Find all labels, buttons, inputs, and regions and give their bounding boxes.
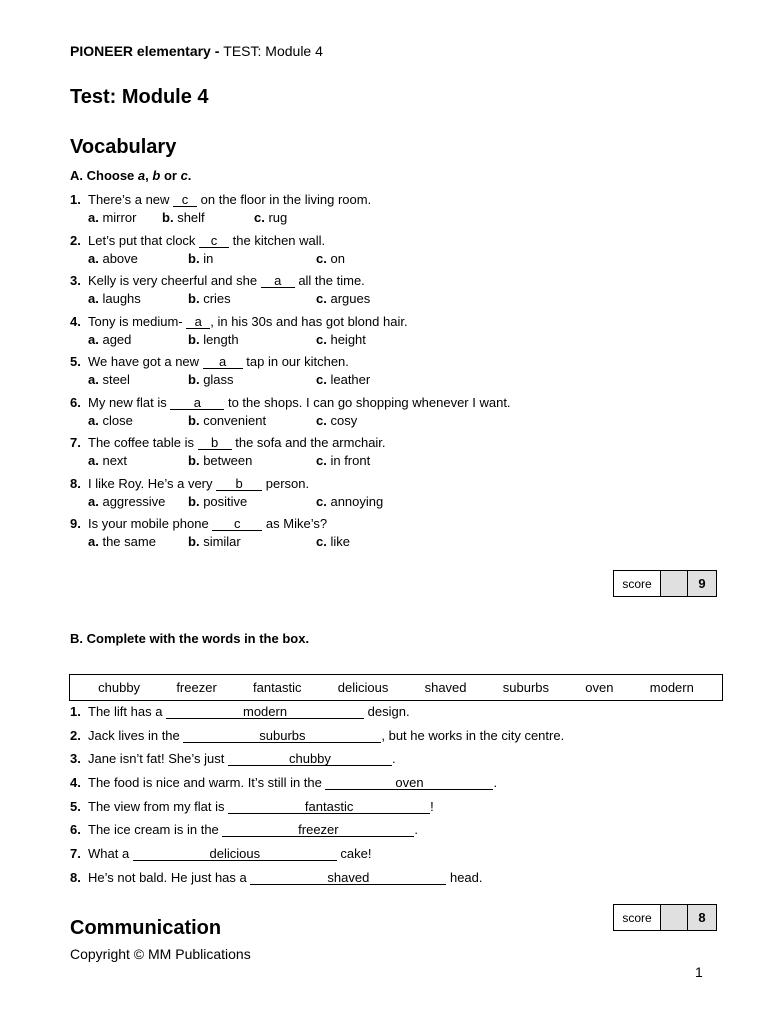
- option-letter: c.: [316, 412, 327, 428]
- question-text-after: the kitchen wall.: [229, 232, 326, 248]
- option-letter: b.: [162, 210, 174, 225]
- fill-in-item: [70, 728, 564, 752]
- option-letter: b.: [188, 291, 200, 306]
- option-letter: a.: [88, 331, 99, 347]
- sentence-text-after: !: [430, 798, 434, 814]
- score-entry-cell[interactable]: [661, 571, 688, 596]
- question-text-after: to the shops. I can go shopping whenever I want.: [224, 394, 511, 410]
- option-letter-b: b: [152, 168, 161, 183]
- question-number: 2.: [70, 232, 81, 248]
- question-text-after: person.: [262, 475, 310, 491]
- answer-blank[interactable]: a: [170, 396, 224, 410]
- answer-blank[interactable]: chubby: [228, 752, 392, 766]
- option-text: laughs: [102, 291, 141, 306]
- option-a[interactable]: [88, 413, 133, 428]
- option-text: length: [203, 331, 239, 347]
- question-number: 1.: [70, 192, 81, 207]
- option-text: above: [102, 250, 138, 266]
- option-text: close: [102, 412, 133, 428]
- option-letter: c.: [316, 534, 327, 549]
- option-letter: c.: [316, 493, 327, 509]
- answer-blank[interactable]: c: [173, 193, 197, 207]
- option-letter: c.: [316, 331, 327, 347]
- question-text-after: , in his 30s and has got blond hair.: [210, 313, 408, 329]
- answer-blank[interactable]: a: [203, 355, 243, 369]
- option-text: aged: [102, 331, 132, 347]
- option-letter: c.: [316, 372, 327, 387]
- question-stem: [70, 192, 371, 207]
- option-text: steel: [102, 372, 130, 387]
- copyright: Copyright © MM Publications: [70, 946, 251, 962]
- option-text: similar: [203, 534, 241, 549]
- answer-blank[interactable]: suburbs: [183, 729, 381, 743]
- option-b[interactable]: [188, 494, 247, 509]
- option-text: in front: [330, 453, 371, 468]
- instruction-prefix: A. Choose: [70, 168, 138, 183]
- answer-blank[interactable]: b: [216, 477, 262, 491]
- question-item: [70, 354, 690, 395]
- fill-in-item: [70, 846, 564, 870]
- fill-in-list: [70, 704, 564, 894]
- answer-blank[interactable]: delicious: [133, 847, 337, 861]
- fill-in-item: [70, 704, 564, 728]
- option-b[interactable]: [188, 291, 231, 306]
- option-text: argues: [330, 291, 371, 306]
- question-item: [70, 476, 690, 517]
- question-stem: [70, 395, 511, 410]
- score-label: score: [614, 571, 661, 596]
- page-header: [70, 43, 323, 59]
- answer-blank[interactable]: oven: [325, 776, 493, 790]
- sentence-number: 3.: [70, 751, 81, 767]
- sentence-text-before: The view from my flat is: [88, 798, 229, 814]
- option-letter: b.: [188, 453, 200, 468]
- option-letter: a.: [88, 453, 99, 468]
- option-text: convenient: [203, 412, 267, 428]
- option-b[interactable]: [188, 453, 252, 468]
- sentence-text-before: The food is nice and warm. It’s still in the: [88, 775, 326, 791]
- part-b-instruction: B. Complete with the words in the box.: [70, 631, 310, 646]
- option-text: in: [203, 250, 214, 266]
- question-text-before: Let’s put that clock: [88, 232, 200, 248]
- sentence-text-before: He’s not bald. He just has a: [88, 869, 251, 885]
- option-c[interactable]: [316, 332, 366, 347]
- word-box-item: delicious: [337, 680, 389, 695]
- answer-blank[interactable]: b: [198, 436, 232, 450]
- sentence-text-before: The lift has a: [88, 704, 167, 719]
- sentence-number: 5.: [70, 798, 81, 814]
- option-letter: c.: [316, 250, 327, 266]
- question-item: [70, 233, 690, 274]
- question-text-before: There’s a new: [88, 192, 174, 207]
- question-stem: [70, 233, 325, 248]
- option-a[interactable]: [88, 494, 165, 509]
- question-text-before: Tony is medium-: [88, 313, 187, 329]
- option-a[interactable]: [88, 372, 130, 387]
- question-number: 7.: [70, 435, 81, 450]
- question-text-before: I like Roy. He’s a very: [88, 475, 217, 491]
- score-max: 8: [688, 905, 716, 930]
- part-a-instruction: [70, 168, 191, 183]
- question-text-before: Kelly is very cheerful and she: [88, 273, 261, 288]
- option-letter-a: a: [137, 168, 146, 183]
- question-number: 5.: [70, 354, 81, 369]
- option-a[interactable]: [88, 332, 131, 347]
- option-letter: a.: [88, 534, 99, 549]
- option-letter: b.: [188, 412, 200, 428]
- question-item: [70, 395, 690, 436]
- word-box-item: oven: [585, 680, 614, 695]
- option-c[interactable]: [316, 413, 357, 428]
- question-number: 4.: [70, 313, 81, 329]
- option-a[interactable]: [88, 291, 141, 306]
- sentence-number: 2.: [70, 727, 81, 743]
- option-letter: b.: [188, 372, 200, 387]
- score-entry-cell[interactable]: [661, 905, 688, 930]
- question-number: 8.: [70, 475, 81, 491]
- option-letter: a.: [88, 250, 99, 266]
- question-stem: [70, 476, 309, 491]
- option-letter: c.: [316, 453, 327, 468]
- question-stem: [70, 273, 365, 288]
- option-c[interactable]: [316, 372, 370, 387]
- option-a[interactable]: [88, 534, 156, 549]
- option-b[interactable]: [188, 413, 266, 428]
- option-letter: b.: [188, 331, 200, 347]
- word-box-item: fantastic: [253, 680, 302, 695]
- instruction-or: or: [160, 168, 181, 183]
- sentence-text-after: , but he works in the city centre.: [381, 727, 565, 743]
- question-number: 9.: [70, 516, 81, 531]
- sentence-text-after: .: [414, 822, 419, 838]
- option-letter: b.: [188, 493, 200, 509]
- option-letter: b.: [188, 250, 200, 266]
- sentence-text-after: .: [493, 775, 498, 791]
- option-c[interactable]: [316, 251, 345, 266]
- sentence-text-after: .: [391, 751, 396, 767]
- question-text-after: on the floor in the living room.: [197, 192, 372, 207]
- question-text-before: My new flat is: [88, 394, 171, 410]
- option-b[interactable]: [188, 251, 213, 266]
- sentence-number: 4.: [70, 775, 81, 791]
- option-text: aggressive: [102, 493, 166, 509]
- sentence-text-before: The ice cream is in the: [88, 822, 223, 838]
- option-c[interactable]: [254, 210, 287, 225]
- answer-blank[interactable]: freezer: [222, 823, 414, 837]
- fill-in-item: [70, 870, 564, 894]
- question-text-after: as Mike’s?: [262, 516, 328, 531]
- question-item: [70, 435, 690, 476]
- option-c[interactable]: [316, 453, 370, 468]
- word-box: [69, 674, 723, 701]
- instruction-period: .: [187, 168, 192, 183]
- option-text: glass: [203, 372, 234, 387]
- option-text: leather: [330, 372, 371, 387]
- option-letter: a.: [88, 493, 99, 509]
- series-name: PIONEER elementary: [70, 43, 211, 59]
- option-letter: a.: [88, 412, 99, 428]
- question-item: [70, 314, 690, 355]
- option-a[interactable]: [88, 453, 127, 468]
- option-letter: a.: [88, 291, 99, 306]
- question-item: [70, 192, 690, 233]
- fill-in-item: [70, 822, 564, 846]
- option-letter: b.: [188, 534, 200, 549]
- word-box-item: suburbs: [502, 680, 550, 695]
- option-text: cries: [203, 291, 231, 306]
- multiple-choice-list: [70, 192, 690, 557]
- option-text: between: [203, 453, 253, 468]
- option-text: like: [330, 534, 350, 549]
- sentence-number: 7.: [70, 846, 81, 862]
- answer-blank[interactable]: shaved: [250, 871, 446, 885]
- question-stem: [70, 354, 349, 369]
- question-item: [70, 273, 690, 314]
- option-text: annoying: [330, 493, 384, 509]
- answer-blank[interactable]: a: [261, 274, 295, 288]
- sentence-text-before: What a: [88, 846, 133, 862]
- instruction-comma: ,: [145, 168, 153, 183]
- sentence-text-before: Jack lives in the: [88, 727, 184, 743]
- word-box-item: chubby: [98, 680, 141, 695]
- score-max: 9: [688, 571, 716, 596]
- word-box-item: freezer: [176, 680, 217, 695]
- test-name: TEST: Module 4: [223, 43, 323, 59]
- option-b[interactable]: [188, 372, 234, 387]
- question-number: 3.: [70, 273, 81, 288]
- option-text: shelf: [177, 210, 205, 225]
- question-stem: [70, 435, 386, 450]
- option-c[interactable]: [316, 534, 350, 549]
- option-a[interactable]: [88, 210, 136, 225]
- score-label: score: [614, 905, 661, 930]
- sentence-text-after: design.: [364, 704, 410, 719]
- option-text: next: [102, 453, 128, 468]
- header-separator: -: [210, 43, 224, 59]
- page-number: 1: [695, 964, 703, 980]
- option-b[interactable]: [162, 210, 205, 225]
- sentence-number: 6.: [70, 822, 81, 838]
- question-stem: [70, 314, 408, 329]
- word-box-item: shaved: [424, 680, 467, 695]
- option-letter: a.: [88, 372, 99, 387]
- question-text-before: The coffee table is: [88, 435, 198, 450]
- vocabulary-heading: Vocabulary: [70, 136, 177, 158]
- sentence-text-after: cake!: [336, 846, 372, 862]
- option-text: rug: [268, 210, 288, 225]
- option-text: the same: [102, 534, 156, 549]
- option-text: on: [330, 250, 345, 266]
- question-text-after: all the time.: [294, 273, 365, 288]
- communication-heading: Communication: [70, 917, 222, 939]
- question-text-before: Is your mobile phone: [88, 516, 213, 531]
- question-text-after: tap in our kitchen.: [242, 354, 349, 369]
- option-letter-c: c: [180, 168, 188, 183]
- answer-blank[interactable]: c: [212, 517, 262, 531]
- question-item: [70, 516, 690, 557]
- question-text-before: We have got a new: [88, 354, 203, 369]
- fill-in-item: [70, 799, 564, 823]
- score-box-a: [613, 570, 717, 597]
- option-a[interactable]: [88, 251, 138, 266]
- option-letter: c.: [316, 291, 327, 306]
- sentence-number: 8.: [70, 869, 81, 885]
- option-text: positive: [203, 493, 248, 509]
- page-title: Test: Module 4: [70, 86, 209, 108]
- fill-in-item: [70, 775, 564, 799]
- answer-blank[interactable]: modern: [166, 705, 364, 719]
- sentence-text-before: Jane isn’t fat! She’s just: [88, 751, 228, 767]
- answer-blank[interactable]: c: [199, 234, 229, 248]
- answer-blank[interactable]: a: [186, 315, 210, 329]
- question-number: 6.: [70, 394, 81, 410]
- question-stem: [70, 516, 327, 531]
- option-c[interactable]: [316, 291, 370, 306]
- option-letter: a.: [88, 210, 99, 225]
- option-text: cosy: [330, 412, 358, 428]
- option-letter: c.: [254, 210, 265, 225]
- fill-in-item: [70, 751, 564, 775]
- word-box-item: modern: [649, 680, 694, 695]
- option-text: mirror: [102, 210, 137, 225]
- option-text: height: [330, 331, 366, 347]
- answer-blank[interactable]: fantastic: [228, 800, 430, 814]
- option-b[interactable]: [188, 332, 239, 347]
- sentence-text-after: head.: [446, 869, 483, 885]
- option-c[interactable]: [316, 494, 383, 509]
- question-text-after: the sofa and the armchair.: [231, 435, 386, 450]
- sentence-number: 1.: [70, 704, 81, 719]
- score-box-b: [613, 904, 717, 931]
- option-b[interactable]: [188, 534, 241, 549]
